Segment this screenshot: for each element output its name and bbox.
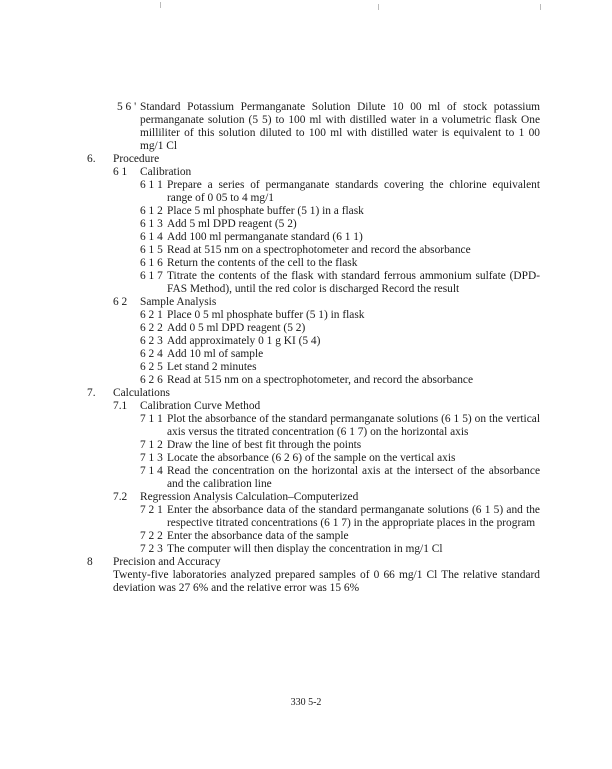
item-number: 6 2 2 [140, 322, 163, 334]
item-number: 7 2 2 [140, 530, 163, 542]
item-text: Add 0 5 ml DPD reagent (5 2) [167, 322, 306, 334]
subsection [0, 491, 612, 504]
subsection [0, 400, 612, 413]
item-number: 7 1 2 [140, 439, 163, 451]
item-number: 6 2 5 [140, 361, 163, 373]
item-text: Draw the line of best fit through the points [167, 439, 362, 451]
item-text: Read at 515 nm on a spectrophotometer and record the absorbance [167, 244, 471, 256]
section [0, 387, 612, 400]
item-text: Twenty-five laboratories analyzed prepared samples of 0 66 mg/1 Cl The relative standard deviation was 27 6% and the relative error was 15 6% [113, 569, 540, 594]
step-item [0, 231, 612, 244]
step-item [0, 452, 612, 465]
item-number: 6. [87, 153, 96, 165]
item-text: Standard Potassium Permanganate Solution Dilute 10 00 ml of stock potassium permanganate solution (5 5) to 100 ml with distilled water in a volumetric flask One milliliter of this solution diluted to 100 ml with distilled water is equivalent to 1 00 mg/1 Cl [140, 101, 540, 152]
document-body [0, 101, 612, 595]
section [0, 569, 612, 595]
step-item [0, 270, 612, 296]
step-item [0, 413, 612, 439]
item-text: Calculations [113, 387, 170, 399]
item-text: Plot the absorbance of the standard permanganate solutions (6 1 5) on the vertical axis versus the titrated concentration (6 1 7) on the horizontal axis [167, 413, 540, 438]
step-item [0, 257, 612, 270]
item-number: 6 1 1 [140, 179, 163, 191]
item-text: Procedure [113, 153, 160, 165]
item-number: 7. [87, 387, 96, 399]
item-number: 6 2 4 [140, 348, 163, 360]
scan-mark [540, 4, 541, 10]
subsection [0, 166, 612, 179]
item-text: Locate the absorbance (6 2 6) of the sample on the vertical axis [167, 452, 456, 464]
item-number: 8 [87, 556, 93, 568]
item-number: 7 1 3 [140, 452, 163, 464]
item-number: 6 2 1 [140, 309, 163, 321]
item-text: Read at 515 nm on a spectrophotometer, and record the absorbance [167, 374, 474, 386]
item-number: 6 2 6 [140, 374, 163, 386]
step-item [0, 530, 612, 543]
item-number: 6 1 7 [140, 270, 163, 282]
item-number: 6 1 5 [140, 244, 163, 256]
item-text: Add 10 ml of sample [167, 348, 264, 360]
section [0, 556, 612, 569]
item-number: 6 1 6 [140, 257, 163, 269]
step-item [0, 309, 612, 322]
item-text: Add 5 ml DPD reagent (5 2) [167, 218, 297, 230]
item-number: 5 6 ' [117, 101, 137, 113]
item-text: Sample Analysis [140, 296, 217, 308]
item-number: 6 1 [113, 166, 128, 178]
step-item [0, 504, 612, 530]
step-item [0, 439, 612, 452]
step-item [0, 465, 612, 491]
scan-mark [378, 4, 379, 10]
step-item [0, 348, 612, 361]
item-text: Return the contents of the cell to the flask [167, 257, 358, 269]
item-text: The computer will then display the concentration in mg/1 Cl [167, 543, 443, 555]
item-number: 6 2 [113, 296, 128, 308]
step-item [0, 361, 612, 374]
item-text: Enter the absorbance data of the standard permanganate solutions (6 1 5) and the respective titrated concentrations (6 1 7) in the appropriate places in the program [167, 504, 540, 529]
item-text: Titrate the contents of the flask with standard ferrous ammonium sulfate (DPD-FAS Method), until the red color is discharged Record the result [167, 270, 540, 295]
step-item [0, 101, 612, 153]
item-text: Calibration [140, 166, 192, 178]
item-number: 7 1 1 [140, 413, 163, 425]
item-number: 7 1 4 [140, 465, 163, 477]
scan-mark [160, 2, 161, 8]
item-text: Place 0 5 ml phosphate buffer (5 1) in flask [167, 309, 365, 321]
item-number: 6 1 3 [140, 218, 163, 230]
item-number: 7 2 1 [140, 504, 163, 516]
item-text: Let stand 2 minutes [167, 361, 257, 373]
item-text: Enter the absorbance data of the sample [167, 530, 349, 542]
item-text: Prepare a series of permanganate standards covering the chlorine equivalent range of 0 05 to 4 mg/1 [167, 179, 540, 204]
item-number: 6 1 2 [140, 205, 163, 217]
step-item [0, 205, 612, 218]
step-item [0, 322, 612, 335]
item-number: 7.1 [113, 400, 128, 412]
item-text: Place 5 ml phosphate buffer (5 1) in a flask [167, 205, 364, 217]
item-number: 6 2 3 [140, 335, 163, 347]
item-text: Precision and Accuracy [113, 556, 221, 568]
step-item [0, 244, 612, 257]
item-number: 6 1 4 [140, 231, 163, 243]
item-number: 7.2 [113, 491, 128, 503]
item-text: Calibration Curve Method [140, 400, 261, 412]
item-text: Add approximately 0 1 g KI (5 4) [167, 335, 321, 347]
item-number: 7 2 3 [140, 543, 163, 555]
step-item [0, 218, 612, 231]
section [0, 153, 612, 166]
step-item [0, 335, 612, 348]
step-item [0, 179, 612, 205]
item-text: Add 100 ml permanganate standard (6 1 1) [167, 231, 363, 243]
item-text: Regression Analysis Calculation–Computerized [140, 491, 359, 503]
subsection [0, 296, 612, 309]
step-item [0, 374, 612, 387]
step-item [0, 543, 612, 556]
item-text: Read the concentration on the horizontal axis at the intersect of the absorbance and the calibration line [167, 465, 540, 490]
page-number: 330 5-2 [290, 697, 322, 708]
